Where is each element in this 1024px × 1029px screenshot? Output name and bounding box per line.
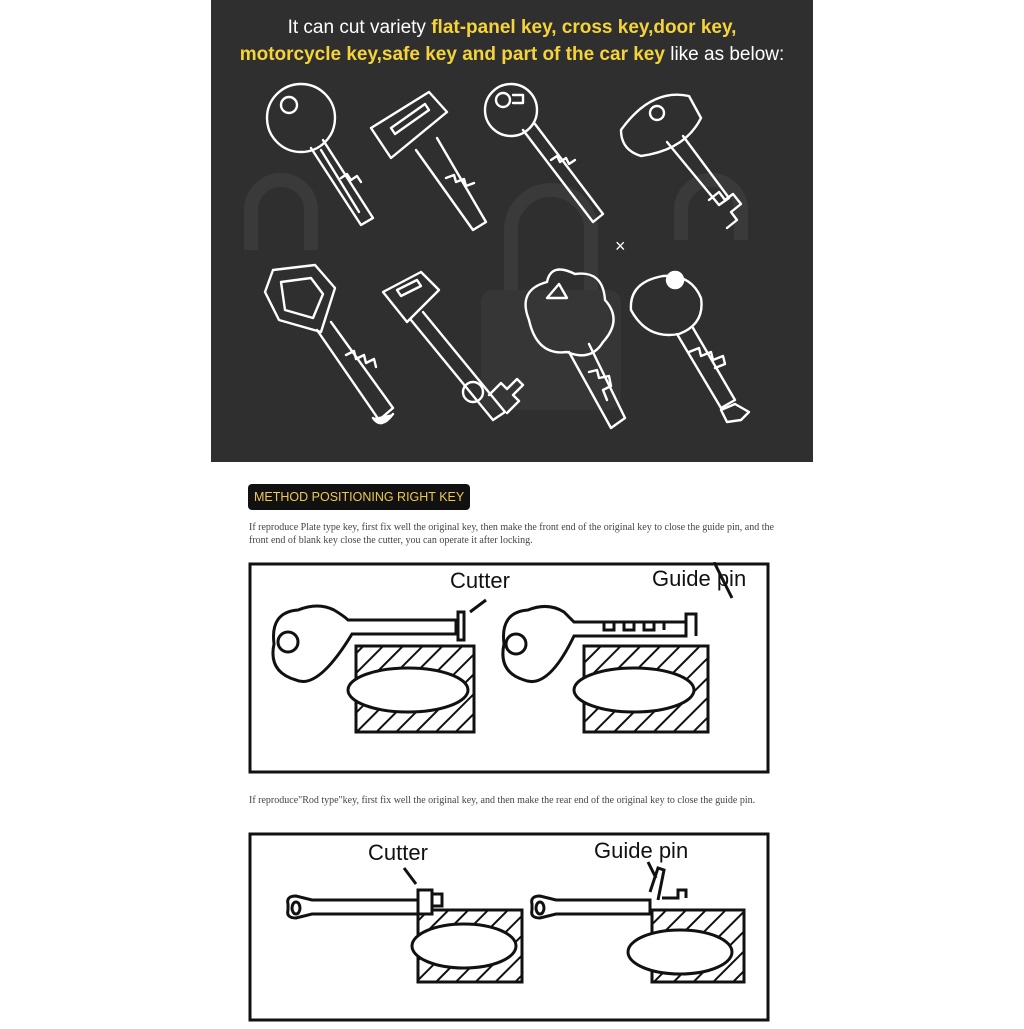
rod-key-icon [383, 272, 523, 420]
headline-highlight-2: motorcycle key,safe key and part of the car key [239, 44, 665, 65]
left-rod-key [288, 868, 442, 918]
key-illustrations [211, 0, 813, 462]
headline-lead: It can cut variety [287, 17, 432, 38]
headline-highlight-1: flat-panel key, cross key,door key, [431, 17, 737, 38]
safe-key-icon [621, 95, 741, 228]
cutter-label: Cutter [368, 840, 428, 865]
left-clamp [412, 910, 522, 982]
key-types-banner [211, 0, 813, 462]
plate-key-diagram [248, 562, 772, 783]
cross-key-icon [485, 84, 603, 222]
headline-tail: like as below: [664, 44, 785, 65]
rod-key-instruction: If reproduce"Rod type"key, first fix well the original key, and then make the rear end of the original key to close the guide pin. [249, 795, 756, 806]
guide-pin-label: Guide pin [652, 566, 747, 591]
plate-key-icon [267, 84, 373, 225]
guide-pin-label: Guide pin [594, 838, 689, 863]
door-key-icon [526, 270, 625, 429]
tubular-key-icon [631, 272, 749, 422]
rod-key-diagram [248, 832, 772, 1029]
rod-key-diagram-drawing [248, 832, 772, 1024]
cutter-label: Cutter [450, 568, 510, 593]
right-clamp [574, 646, 708, 732]
method-title-badge: METHOD POSITIONING RIGHT KEY [248, 484, 470, 510]
motorcycle-key-icon [371, 92, 486, 230]
plate-key-instruction: If reproduce Plate type key, first fix well the original key, then make the front end of the original key to close the guide pin, and the front end of blank key close the cutter, you can operate it after locking. [249, 522, 774, 546]
cross-mark: × [615, 236, 626, 256]
left-clamp [348, 646, 474, 732]
car-key-icon [265, 265, 393, 423]
right-clamp [628, 910, 744, 982]
plate-key-diagram-drawing [248, 562, 772, 778]
